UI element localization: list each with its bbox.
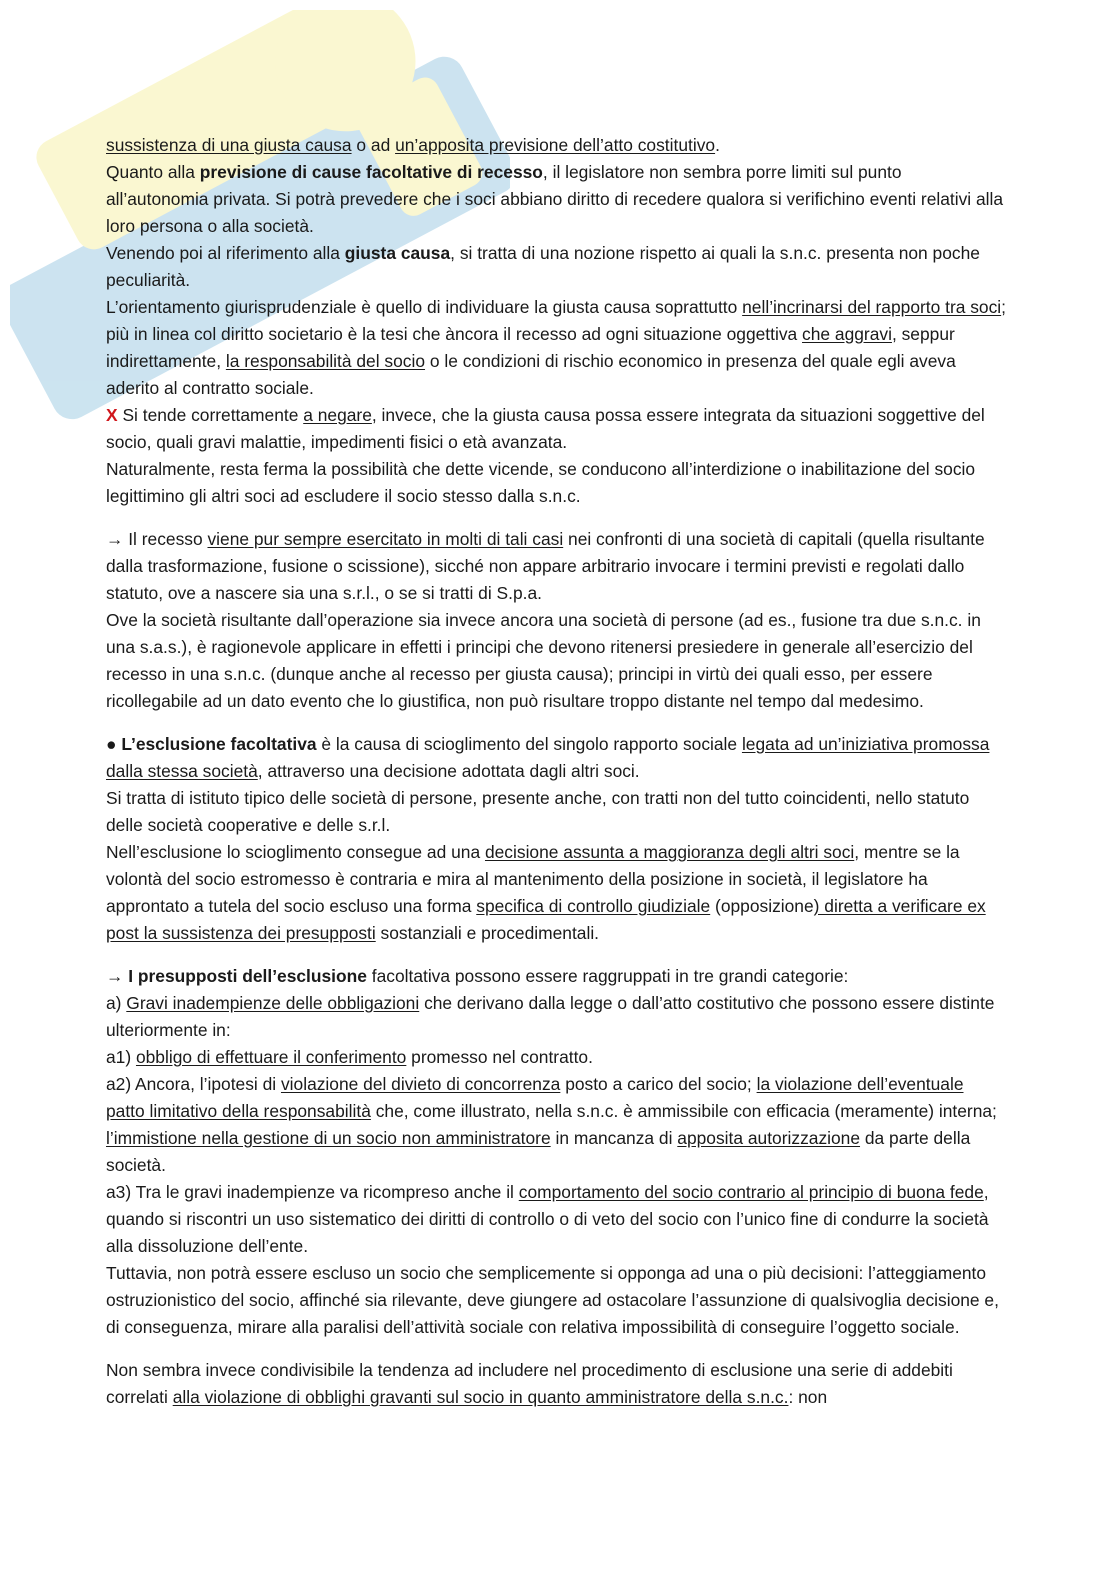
text-span: Si tratta di istituto tipico delle società di persone, presente anche, con tratti non del tutto coincidenti, nello statuto delle società cooperative e delle s.r.l. xyxy=(106,788,970,835)
underlined-phrase: la responsabilità del socio xyxy=(225,351,426,371)
text-span: Ove la società risultante dall’operazione sia invece ancora una società di persone (ad es., fusione tra due s.n.c. in una s.a.s.), è ragionevole applicare in effetti i principi che devono ritenersi presiedere in generale all’esercizio del recesso in una s.n.c. (dunque anche al recesso per giusta causa); principi in virtù dei quali esso, per essere ricollegabile ad un dato evento che lo giustifica, non può risultare troppo distante nel tempo dal medesimo. xyxy=(106,610,981,711)
text-span: in mancanza di xyxy=(550,1128,678,1148)
underlined-phrase: Gravi inadempienze delle obbligazioni xyxy=(126,993,420,1013)
paragraph xyxy=(106,402,1006,456)
text-span: a2) Ancora, l’ipotesi di xyxy=(106,1074,281,1094)
paragraph xyxy=(106,132,1006,159)
paragraph xyxy=(106,1044,1006,1071)
text-span: L’orientamento giurisprudenziale è quello di individuare la giusta causa soprattutto xyxy=(106,297,743,317)
paragraph xyxy=(106,785,1006,839)
text-span: è la causa di scioglimento del singolo rapporto sociale xyxy=(316,734,742,754)
paragraph xyxy=(106,1071,1006,1179)
text-span: . xyxy=(715,135,720,155)
text-span: posto a carico del socio; xyxy=(560,1074,757,1094)
text-span: Nell’esclusione lo scioglimento consegue ad una xyxy=(106,842,485,862)
text-span: , quando si riscontri un uso sistematico dei diritti di controllo o di veto del socio con l’unico fine di condurre la società alla dissoluzione dell’ente. xyxy=(106,1182,989,1256)
bold-phrase: previsione di cause facoltative di recesso xyxy=(199,162,543,182)
paragraph xyxy=(106,1357,1006,1411)
text-span: facoltativa possono essere raggruppati in tre grandi categorie: xyxy=(366,966,849,986)
text-span: Quanto alla xyxy=(106,162,200,182)
text-span: che derivano dalla legge o dall’atto costitutivo che possono essere distinte ulteriormente in: xyxy=(106,993,995,1040)
underlined-phrase: comportamento del socio contrario al principio di buona fede xyxy=(518,1182,984,1202)
paragraph xyxy=(106,731,1006,785)
paragraph xyxy=(106,607,1006,715)
text-span: , attraverso una decisione adottata dagli altri soci. xyxy=(257,761,640,781)
underlined-phrase: specifica di controllo giudiziale xyxy=(476,896,711,916)
underlined-phrase: viene pur sempre esercitato in molti di tali casi xyxy=(207,529,564,549)
text-span: Venendo poi al riferimento alla xyxy=(106,243,345,263)
underlined-phrase: l’immistione nella gestione di un socio non amministratore xyxy=(106,1128,551,1148)
paragraph xyxy=(106,1260,1006,1341)
text-span: , invece, che la giusta causa possa essere integrata da situazioni soggettive del socio, quali gravi malattie, impedimenti fisici o età avanzata. xyxy=(106,405,985,452)
paragraph xyxy=(106,963,1006,990)
text-span: , si tratta di una nozione rispetto ai quali la s.n.c. presenta non poche peculiarità. xyxy=(106,243,980,290)
document-text xyxy=(106,132,1006,1411)
text-span: a1) xyxy=(106,1047,136,1067)
text-span: : non xyxy=(788,1387,828,1407)
text-span: Si tende correttamente xyxy=(117,405,304,425)
underlined-phrase: ) diretta a verificare ex post la sussistenza dei presupposti xyxy=(106,896,986,943)
paragraph xyxy=(106,240,1006,294)
underlined-phrase: a negare xyxy=(303,405,372,425)
underlined-phrase: nell’incrinarsi del rapporto tra soci xyxy=(742,297,1002,317)
text-span: sostanziali e procedimentali. xyxy=(375,923,600,943)
text-span: → Il recesso xyxy=(106,529,208,549)
text-span: o le condizioni di rischio economico in presenza del quale egli aveva aderito al contratto sociale. xyxy=(106,351,956,398)
paragraph xyxy=(106,990,1006,1044)
underlined-phrase: un’apposita previsione dell’atto costitutivo xyxy=(395,135,716,155)
underlined-phrase: violazione del divieto di concorrenza xyxy=(280,1074,561,1094)
underlined-phrase: che aggravi xyxy=(802,324,892,344)
underlined-phrase: la violazione dell’eventuale patto limitativo della responsabilità xyxy=(106,1074,964,1121)
underlined-phrase: apposita autorizzazione xyxy=(677,1128,861,1148)
underlined-phrase: alla violazione di obblighi gravanti sul socio in quanto amministratore della s.n.c. xyxy=(172,1387,789,1407)
text-span: da parte della società. xyxy=(106,1128,971,1175)
bold-phrase: ● L’esclusione facoltativa xyxy=(106,734,317,754)
bold-phrase: giusta causa xyxy=(344,243,451,263)
text-span: a3) Tra le gravi inadempienze va ricompreso anche il xyxy=(106,1182,519,1202)
paragraph xyxy=(106,1179,1006,1260)
paragraph xyxy=(106,159,1006,240)
paragraph xyxy=(106,839,1006,947)
paragraph xyxy=(106,294,1006,402)
underlined-phrase: decisione assunta a maggioranza degli altri soci xyxy=(484,842,855,862)
text-span: Tuttavia, non potrà essere escluso un socio che semplicemente si opponga ad una o più decisioni: l’atteggiamento ostruzionistico del socio, affinché sia rilevante, deve giungere ad ostacolare l’assunzione di qualsivoglia decisione e, di conseguenza, mirare alla paralisi dell’attività sociale con relativa impossibilità di conseguire l’oggetto sociale. xyxy=(106,1263,999,1337)
paragraph xyxy=(106,526,1006,607)
red-x-mark: X xyxy=(106,405,118,425)
underlined-phrase: sussistenza di una giusta causa xyxy=(106,135,352,155)
text-span: , seppur indirettamente, xyxy=(106,324,955,371)
text-span: che, come illustrato, nella s.n.c. è ammissibile con efficacia (meramente) interna; xyxy=(370,1101,997,1121)
text-span: nei confronti di una società di capitali (quella risultante dalla trasformazione, fusione o scissione), sicché non appare arbitrario invocare i termini previsti e regolati dallo statuto, ove a nascere sia una s.r.l., o se si tratti di S.p.a. xyxy=(106,529,985,603)
text-span: , il legislatore non sembra porre limiti sul punto all’autonomia privata. Si potrà prevedere che i soci abbiano diritto di recedere qualora si verifichino eventi relativi alla loro persona o alla società. xyxy=(106,162,1004,236)
bold-phrase: → I presupposti dell’esclusione xyxy=(106,966,367,986)
text-span: ; più in linea col diritto societario è la tesi che àncora il recesso ad ogni situazione oggettiva xyxy=(106,297,1007,344)
text-span: promesso nel contratto. xyxy=(406,1047,593,1067)
text-span: a) xyxy=(106,993,127,1013)
text-span: o ad xyxy=(351,135,396,155)
text-span: Non sembra invece condivisibile la tendenza ad includere nel procedimento di esclusione una serie di addebiti correlati xyxy=(106,1360,953,1407)
paragraph xyxy=(106,456,1006,510)
underlined-phrase: legata ad un’iniziativa promossa dalla stessa società xyxy=(106,734,990,781)
underlined-phrase: obbligo di effettuare il conferimento xyxy=(135,1047,407,1067)
text-span: (opposizione xyxy=(710,896,814,916)
text-span: , mentre se la volontà del socio estromesso è contraria e mira al mantenimento della posizione in società, il legislatore ha approntato a tutela del socio escluso una forma xyxy=(106,842,960,916)
text-span: Naturalmente, resta ferma la possibilità che dette vicende, se conducono all’interdizione o inabilitazione del socio legittimino gli altri soci ad escludere il socio stesso dalla s.n.c. xyxy=(106,459,976,506)
